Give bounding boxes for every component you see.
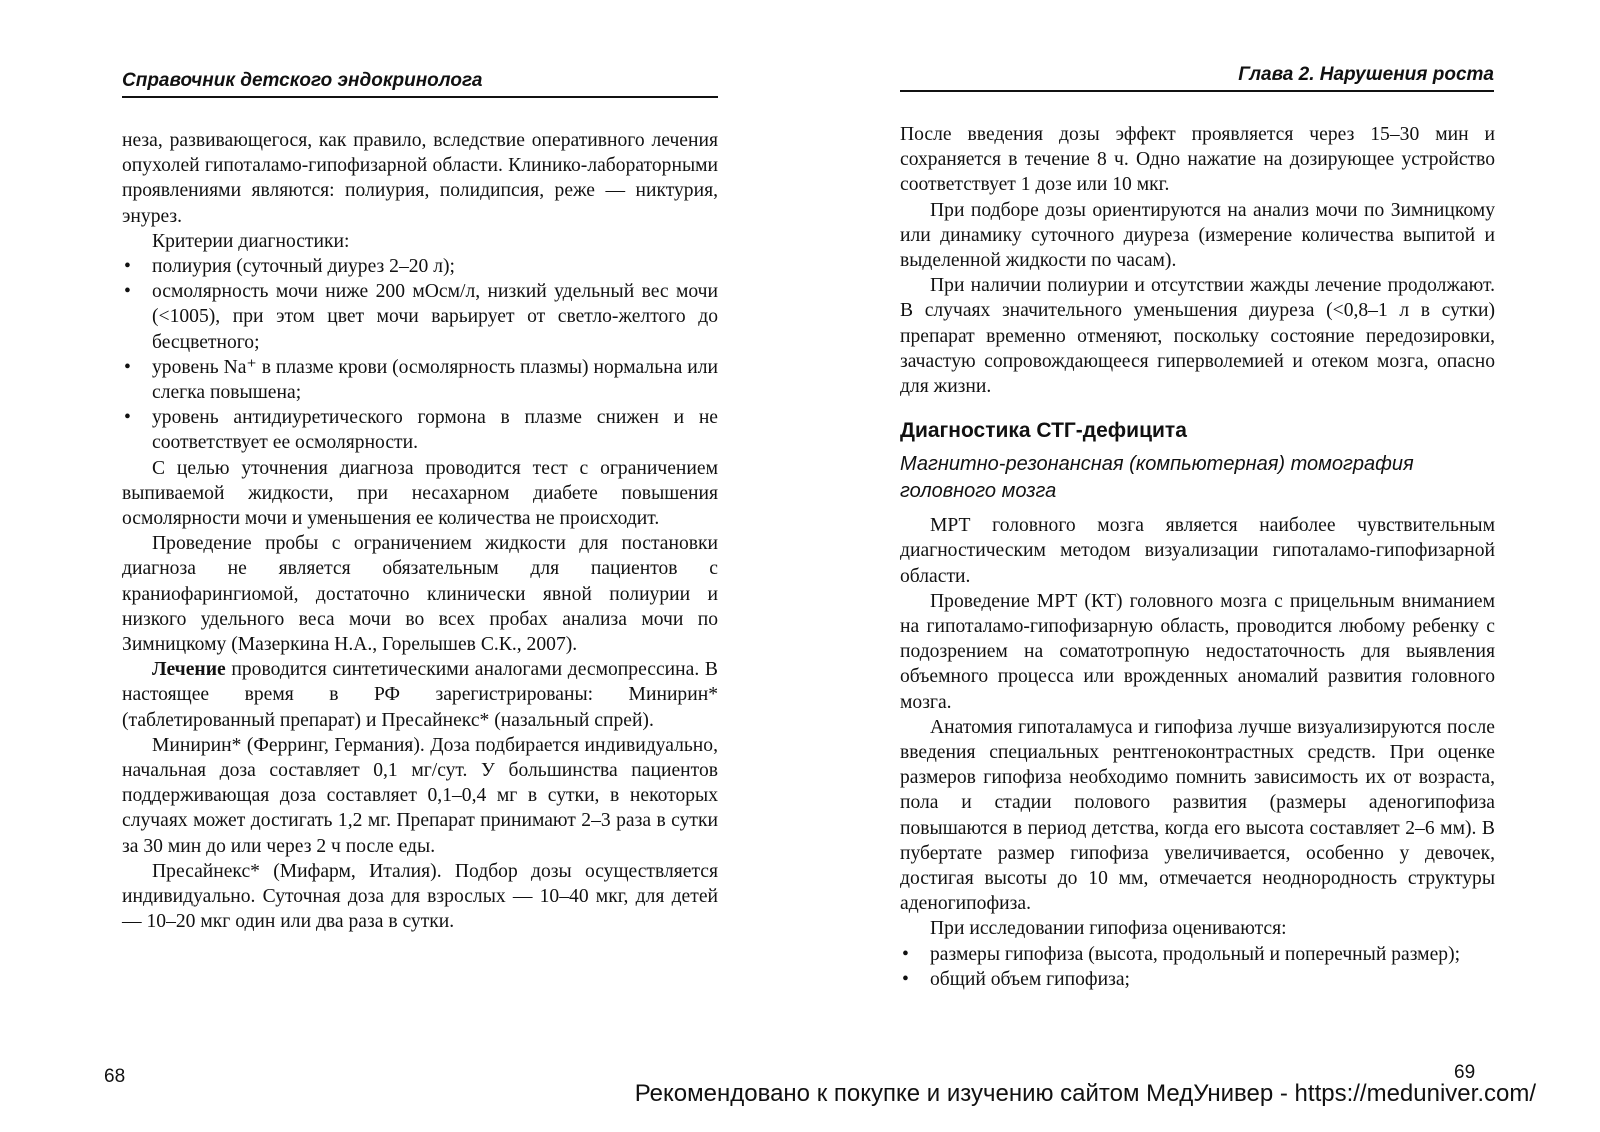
- right-running-head: Глава 2. Нарушения роста: [900, 64, 1494, 92]
- dose-paragraph: При подборе дозы ориентируются на анализ мочи по Зимницкому или динамику суточного диуреза (измерение количества выпитой и выделенной жидкости по часам).: [900, 199, 1495, 272]
- criteria-list: [122, 254, 718, 456]
- sample-paragraph: Проведение пробы с ограничением жидкости для постановки диагноза не является обязательным для пациентов с краниофарингиомой, достаточно клинически явной полиурии и низкого удельного веса мочи во всех пробах анализа мочи по Зимницкому (Мазеркина Н.А., Горелышев С.К., 2007).: [122, 533, 718, 656]
- left-page: [0, 0, 780, 1090]
- eval-item: • общий объем гипофиза;: [930, 967, 1495, 992]
- right-body-text: [900, 122, 1495, 992]
- watermark-link-text: Рекомендовано к покупке и изучению сайтом МедУнивер - https://meduniver.com/: [634, 1080, 1536, 1107]
- criteria-item: • уровень Na⁺ в плазме крови (осмолярность плазмы) нормальна или слегка повышена;: [152, 355, 718, 405]
- eval-list: [900, 942, 1495, 992]
- treatment-text: проводится синтетическими аналогами десмопрессина. В настоящее время в РФ зарегистрированы: Минирин* (таблетированный препарат) и Пресайнекс* (назальный спрей).: [122, 659, 718, 731]
- test-paragraph: С целью уточнения диагноза проводится тест с ограничением выпиваемой жидкости, при несахарном диабете повышения осмолярности мочи и уменьшения ее количества не происходит.: [122, 457, 718, 530]
- criteria-item: • полиурия (суточный диурез 2–20 л);: [152, 254, 718, 279]
- treatment-lead-in: Лечение: [152, 659, 226, 681]
- anatomy-paragraph: Анатомия гипоталамуса и гипофиза лучше визуализируются после введения специальных рентгеноконтрастных средств. При оценке размеров гипофиза необходимо помнить зависимость их от возраста, пола и стадии полового развития (размеры аденогипофиза повышаются в период детства, когда его высота составляет 2–6 мм). В пубертате размер гипофиза увеличивается, особенно у девочек, достигая высоты до 10 мм, отмечается неоднородность структуры аденогипофиза.: [900, 716, 1495, 915]
- criteria-title: Критерии диагностики:: [152, 230, 350, 252]
- intro-paragraph: неза, развивающегося, как правило, вследствие оперативного лечения опухолей гипоталамо-гипофизарной области. Клинико-лабораторными проявлениями являются: полиурия, полидипсия, реже — никтурия, энурез.: [122, 130, 718, 227]
- treatment-paragraph: [122, 657, 718, 733]
- criteria-item: • уровень антидиуретического гормона в плазме снижен и не соответствует ее осмолярности.: [152, 405, 718, 455]
- left-page-number: 68: [104, 1066, 126, 1087]
- left-running-head: Справочник детского эндокринолога: [122, 70, 718, 98]
- minirin-paragraph: Минирин* (Ферринг, Германия). Доза подбирается индивидуально, начальная доза составляет 0,1 мг/сут. У большинства пациентов поддерживающая доза составляет 0,1–0,4 мг в сутки, в некоторых случаях может достигать 1,2 мг. Препарат принимают 2–3 раза в сутки за 30 мин до или через 2 ч после еды.: [122, 734, 718, 857]
- right-page: [800, 0, 1600, 1090]
- mri-kt-paragraph: Проведение МРТ (КТ) головного мозга с прицельным вниманием на гипоталамо-гипофизарную область, проводится любому ребенку с подозрением на соматотропную недостаточность для выявления объемного процесса или врожденных аномалий развития головного мозга.: [900, 590, 1495, 713]
- subsection-heading: Магнитно-резонансная (компьютерная) томография головного мозга: [900, 453, 1414, 503]
- eval-title: При исследовании гипофиза оцениваются:: [930, 918, 1287, 940]
- section-heading: Диагностика СТГ-дефицита: [900, 419, 1187, 443]
- presainex-paragraph: Пресайнекс* (Мифарм, Италия). Подбор дозы осуществляется индивидуально. Суточная доза для взрослых — 10–40 мкг, для детей — 10–20 мкг один или два раза в сутки.: [122, 860, 718, 933]
- right-page-number: 69: [1454, 1062, 1476, 1083]
- polyuria-paragraph: При наличии полиурии и отсутствии жажды лечение продолжают. В случаях значительного уменьшения диуреза (<0,8–1 л в сутки) препарат временно отменяют, поскольку состояние передозировки, зачастую сопровождающееся гиперволемией и отеком мозга, опасно для жизни.: [900, 275, 1495, 398]
- effect-paragraph: После введения дозы эффект проявляется через 15–30 мин и сохраняется в течение 8 ч. Одно нажатие на дозирующее устройство соответствует 1 дозе или 10 мкг.: [900, 124, 1495, 196]
- eval-item: • размеры гипофиза (высота, продольный и поперечный размер);: [930, 942, 1495, 967]
- left-body-text: [122, 128, 718, 935]
- criteria-item: • осмолярность мочи ниже 200 мОсм/л, низкий удельный вес мочи (<1005), при этом цвет мочи варьирует от светло-желтого до бесцветного;: [152, 279, 718, 355]
- mri-paragraph: МРТ головного мозга является наиболее чувствительным диагностическим методом визуализации гипоталамо-гипофизарной области.: [900, 515, 1495, 587]
